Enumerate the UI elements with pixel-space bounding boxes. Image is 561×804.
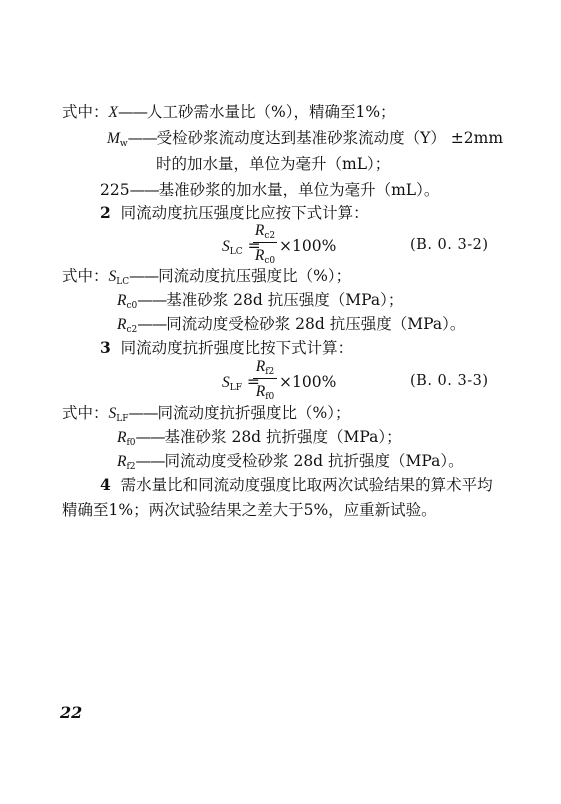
item-text: 精确至1%；两次试验结果之差大于5%，应重新试验。 — [62, 501, 437, 519]
definition-slc: 同流动度抗压强度比（%）； — [158, 267, 352, 285]
symbol-rc0: R — [117, 292, 127, 309]
where-prefix: 式中： — [62, 404, 109, 422]
item-4-line-1 — [100, 475, 493, 495]
where-rf0-line: Rf0——基准砂浆 28d 抗折强度（MPa）； — [117, 428, 402, 448]
definition-rc2: 同流动度受检砂浆 28d 抗压强度（MPa）。 — [166, 315, 466, 333]
dash: —— — [117, 103, 147, 121]
where-rc0-line: Rc0——基准砂浆 28d 抗压强度（MPa）； — [117, 291, 404, 311]
page-number: 22 — [60, 703, 83, 722]
item-number: 4 — [100, 475, 111, 494]
item-3 — [100, 338, 353, 358]
symbol-225: 225 — [100, 181, 130, 199]
where-225-line — [100, 180, 439, 200]
item-number: 3 — [100, 338, 111, 357]
dash: —— — [135, 452, 165, 470]
symbol-x: X — [108, 104, 118, 121]
symbol-mw: M — [107, 130, 120, 147]
formula-b033: SLF = Rf2 Rf0 ×100% (B. 0. 3-3) — [222, 358, 489, 402]
dash: —— — [135, 428, 165, 446]
definition-225: 基准砂浆的加水量，单位为毫升（mL）。 — [158, 181, 440, 199]
fraction-bar — [253, 242, 277, 243]
fraction-bar — [253, 378, 277, 379]
item-text: 同流动度抗折强度比按下式计算： — [120, 339, 354, 357]
dash: —— — [129, 181, 159, 199]
where-slf-line: 式中：SLF——同流动度抗折强度比（%）； — [62, 404, 351, 424]
where-x-line — [62, 102, 396, 123]
where-slc-line: 式中：SLC——同流动度抗压强度比（%）； — [62, 267, 352, 287]
item-4-line-2 — [62, 500, 437, 520]
formula-lhs: SLF = — [222, 373, 260, 393]
formula-tag: (B. 0. 3-2) — [410, 237, 489, 253]
dash: —— — [129, 267, 159, 285]
definition-x: 人工砂需水量比（%），精确至1%； — [146, 103, 396, 121]
formula-lhs: SLC = — [222, 237, 261, 257]
where-prefix: 式中： — [62, 103, 109, 121]
symbol-slf: S — [108, 405, 117, 422]
dash: —— — [128, 404, 158, 422]
symbol-rf0: R — [117, 429, 127, 446]
where-rf2-line: Rf2——同流动度受检砂浆 28d 抗折强度（MPa）。 — [117, 452, 464, 472]
definition-rf2: 同流动度受检砂浆 28d 抗折强度（MPa）。 — [164, 452, 464, 470]
symbol-rc2: R — [117, 316, 127, 333]
item-text: 需水量比和同流动度强度比取两次试验结果的算术平均 — [120, 476, 493, 494]
item-2 — [100, 203, 369, 223]
symbol-rf2: R — [117, 453, 127, 470]
definition-mw-2: 时的加水量，单位为毫升（mL）； — [156, 155, 391, 173]
dash: —— — [127, 129, 157, 147]
definition-slf: 同流动度抗折强度比（%）； — [157, 404, 351, 422]
formula-tag: (B. 0. 3-3) — [410, 373, 489, 389]
where-prefix: 式中： — [62, 267, 109, 285]
symbol-slc: S — [108, 268, 117, 285]
formula-rhs: ×100% — [279, 373, 337, 391]
where-mw-line — [107, 128, 503, 151]
item-text: 同流动度抗压强度比应按下式计算： — [120, 204, 369, 222]
formula-rhs: ×100% — [279, 237, 337, 255]
symbol-mw-sub: w — [119, 139, 128, 149]
formula-b032: SLC = Rc2 Rc0 ×100% (B. 0. 3-2) — [222, 222, 489, 266]
dash: —— — [137, 315, 167, 333]
definition-mw-1: 受检砂浆流动度达到基准砂浆流动度（Y） ±2mm — [156, 129, 504, 147]
where-rc2-line: Rc2——同流动度受检砂浆 28d 抗压强度（MPa）。 — [117, 315, 466, 335]
where-mw-line-2 — [156, 154, 390, 174]
dash: —— — [137, 291, 167, 309]
definition-rc0: 基准砂浆 28d 抗压强度（MPa）； — [166, 291, 404, 309]
definition-rf0: 基准砂浆 28d 抗折强度（MPa）； — [164, 428, 402, 446]
item-number: 2 — [100, 203, 111, 222]
